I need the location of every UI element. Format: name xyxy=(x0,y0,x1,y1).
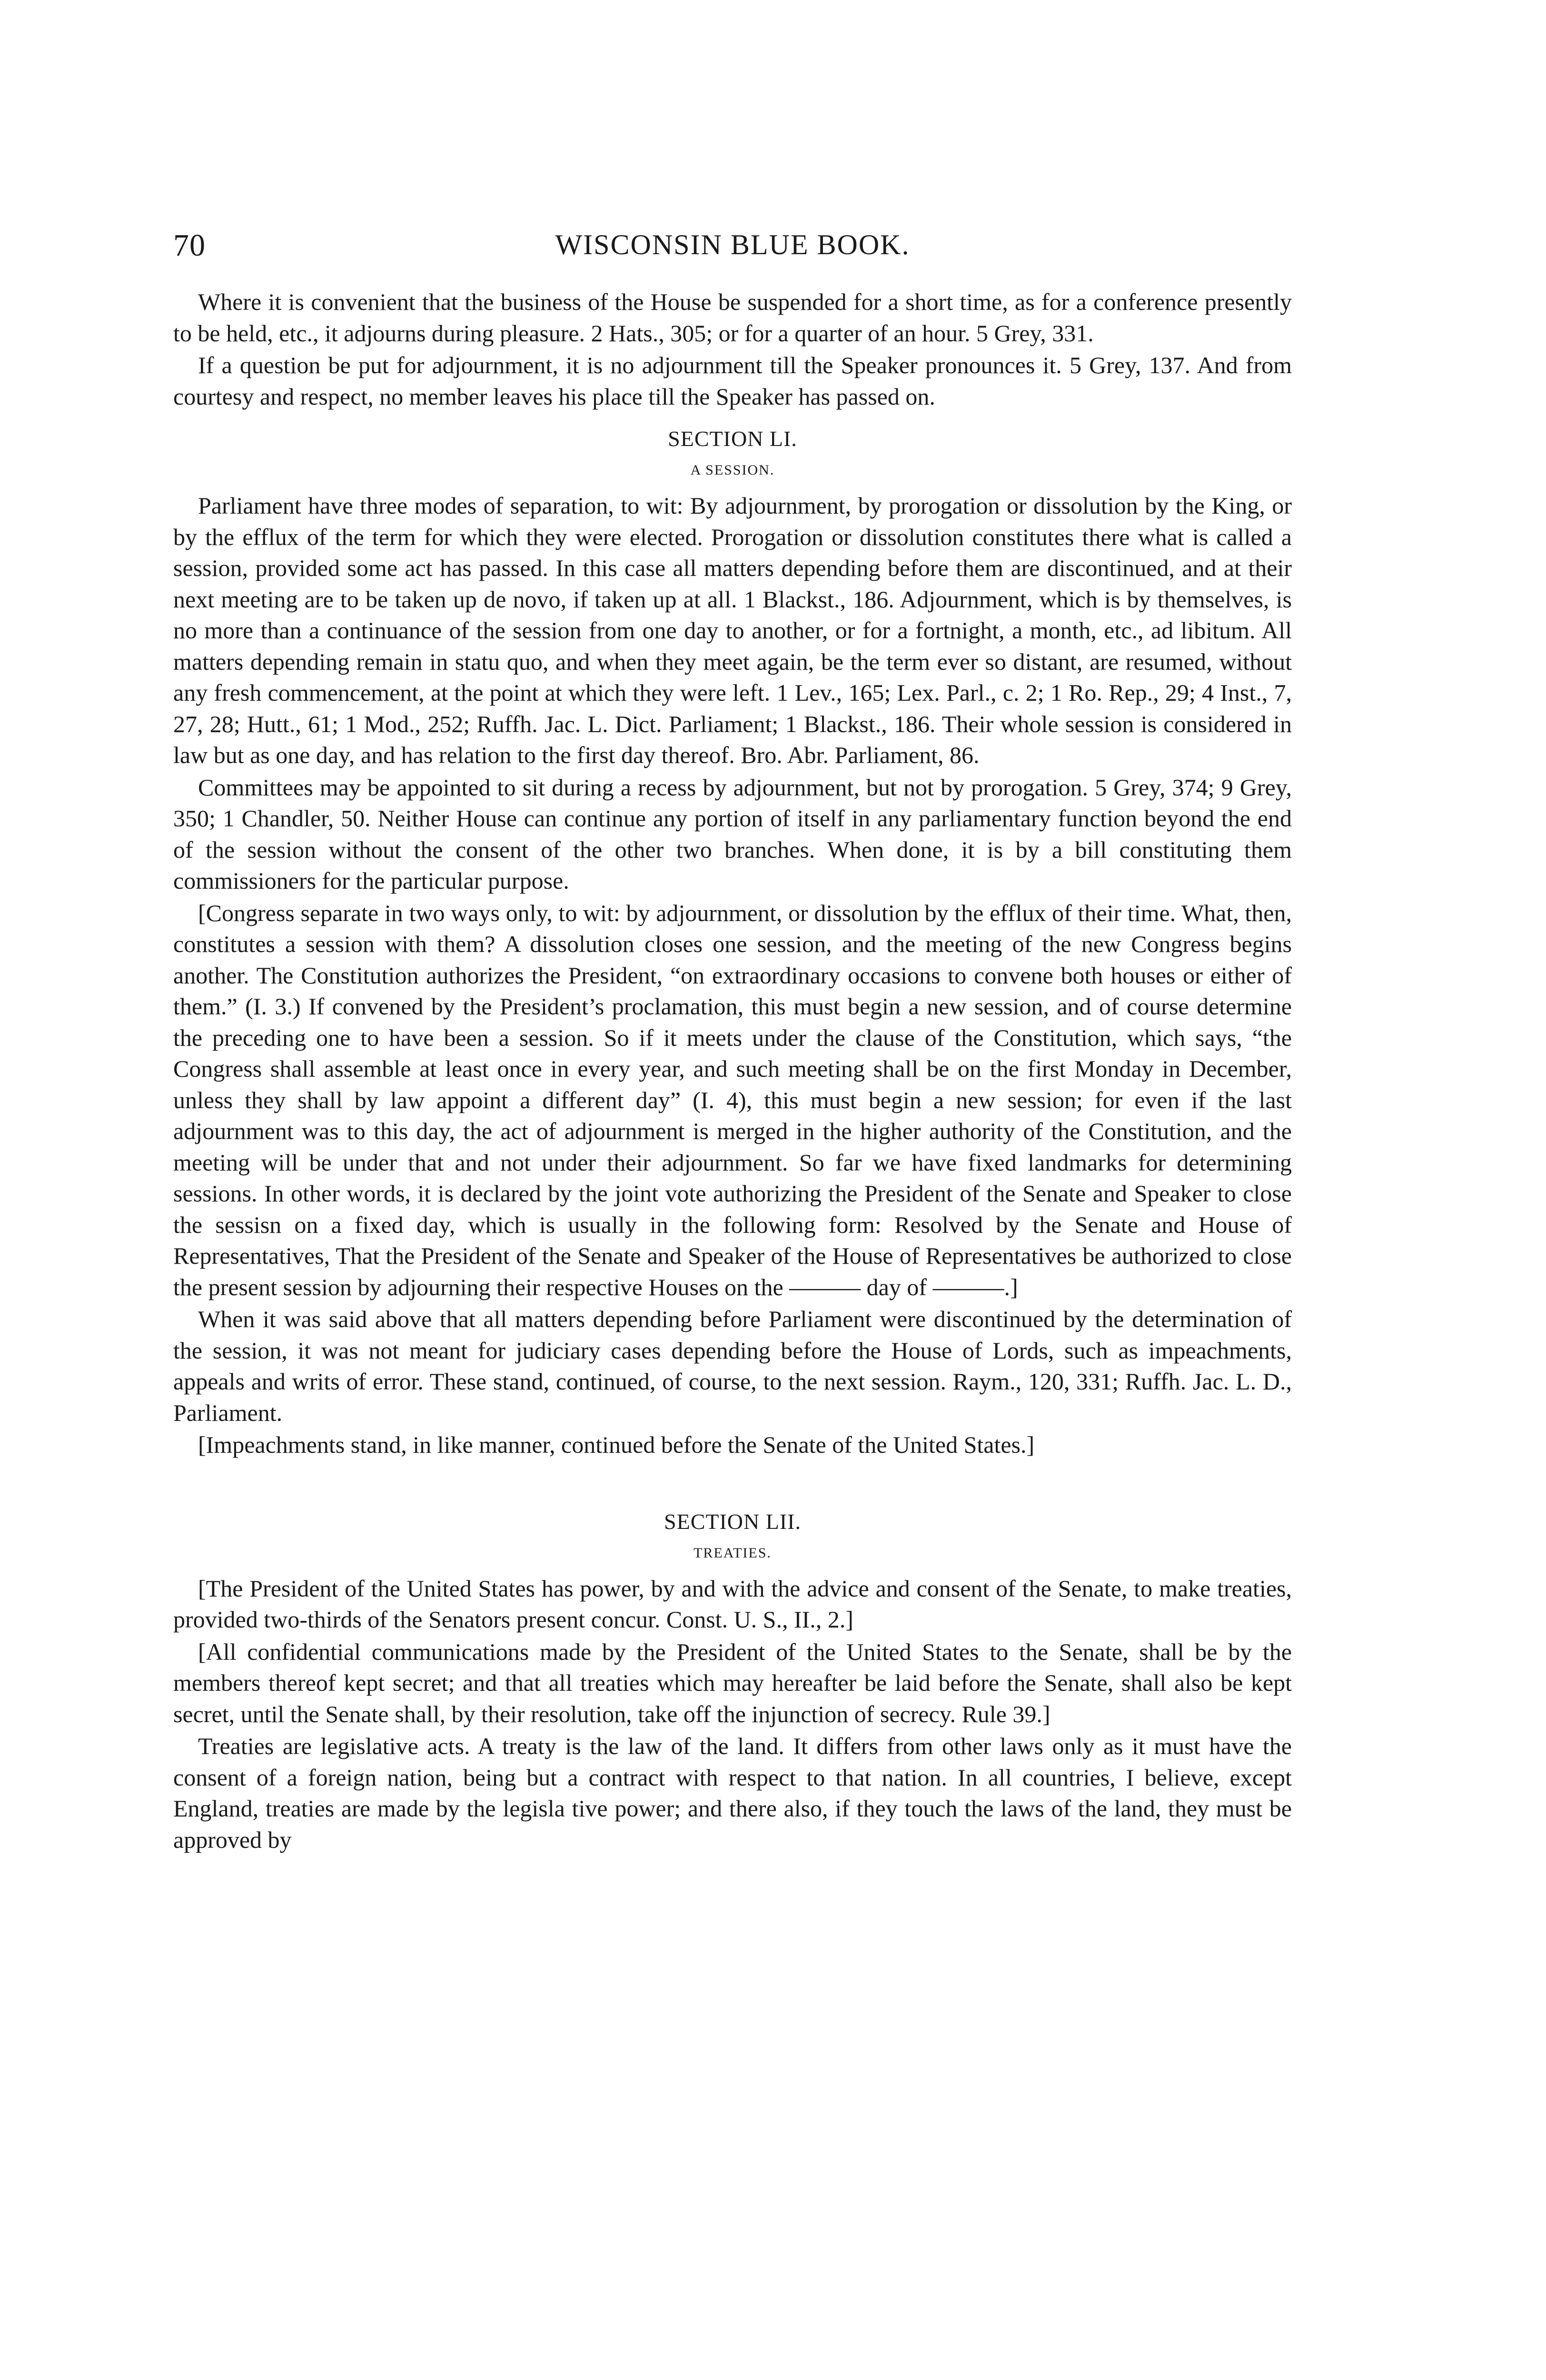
section-gap xyxy=(173,1462,1292,1495)
paragraph: When it was said above that all matters depending before Parliament were discontinued by the determination of the session, it was not meant for judiciary cases depending before the House of Lords, such as impeachments, appeals and writs of error. These stand, continued, of course, to the next session. Raym., 120, 331; Ruffh. Jac. L. D., Parliament. xyxy=(173,1306,1292,1426)
section-subheading: TREATIES. xyxy=(694,1545,772,1561)
paragraph: Parliament have three modes of separation, to wit: By adjournment, by prorogation or dissolution by the King, or by the efflux of the term for which they were elected. Prorogation or dissolution constitutes there what is called a session, provided some act has passed. In this case all matters depending before them are discontinued, and at their next meeting are to be taken up de novo, if taken up at all. 1 Blackst., 186. Adjournment, which is by themselves, is no more than a continuance of the session from one day to another, or for a fortnight, a month, etc., ad libitum. All matters depending remain in statu quo, and when they meet again, be the term ever so distant, are resumed, without any fresh commencement, at the point at which they were left. 1 Lev., 165; Lex. Parl., c. 2; 1 Ro. Rep., 29; 4 Inst., 7, 27, 28; Hutt., 61; 1 Mod., 252; Ruffh. Jac. L. Dict. Parliament; 1 Blackst., 186. Their whole session is considered in law but as one day, and has relation to the first day thereof. Bro. Abr. Parliament, 86. xyxy=(173,492,1292,768)
paragraph: If a question be put for adjournment, it is no adjournment till the Speaker pronounces it. 5 Grey, 137. And from courtesy and respect, no member leaves his place till the Speaker has passed on. xyxy=(173,352,1292,410)
section-heading: SECTION LII. xyxy=(664,1509,801,1534)
page-body xyxy=(173,287,1292,1855)
paragraph: [Impeachments stand, in like manner, continued before the Senate of the United States.] xyxy=(198,1431,1035,1458)
running-title: WISCONSIN BLUE BOOK. xyxy=(555,229,910,260)
page-number: 70 xyxy=(173,228,206,263)
paragraph: [Congress separate in two ways only, to wit: by adjournment, or dissolution by the efflux of their time. What, then, constitutes a session with them? A dissolution closes one session, and the meeting of the new Congress begins another. The Constitution authorizes the President, “on extraordinary occasions to convene both houses or either of them.” (I. 3.) If convened by the President’s proclamation, this must begin a new session, and of course determine the preceding one to have been a session. So if it meets under the clause of the Constitution, which says, “the Congress shall assemble at least once in every year, and such meeting shall be on the first Monday in December, unless they shall by law appoint a different day” (I. 4), this must begin a new session; for even if the last adjournment was to this day, the act of adjournment is merged in the higher authority of the Constitution, and the meeting will be under that and not under their adjournment. So far we have fixed landmarks for determining sessions. In other words, it is declared by the joint vote authorizing the President of the Senate and Speaker to close the sessisn on a fixed day, which is usually in the following form: Resolved by the Senate and House of Representatives, That the President of the Senate and Speaker of the House of Representatives be authorized to close the present session by adjourning their respective Houses on the ——— day of ———.] xyxy=(173,899,1292,1300)
paragraph: Treaties are legislative acts. A treaty is the law of the land. It differs from other laws only as it must have the consent of a foreign nation, being but a contract with respect to that nation. In all countries, I believe, except England, treaties are made by the legisla tive power; and there also, if they touch the laws of the land, they must be approved by xyxy=(173,1733,1292,1853)
book-page xyxy=(173,228,1292,1856)
page-header xyxy=(173,228,1292,280)
paragraph: [The President of the United States has power, by and with the advice and consent of the Senate, to make treaties, provided two-thirds of the Senators present concur. Const. U. S., II., 2.] xyxy=(173,1575,1292,1633)
paragraph: [All confidential communications made by the President of the United States to the Senate, shall be by the members thereof kept secret; and that all treaties which may hereafter be laid before the Senate, shall also be kept secret, until the Senate shall, by their resolution, take off the injunction of secrecy. Rule 39.] xyxy=(173,1638,1292,1727)
section-subheading: A SESSION. xyxy=(690,462,775,478)
section-heading: SECTION LI. xyxy=(668,426,797,451)
paragraph: Committees may be appointed to sit during a recess by adjournment, but not by prorogation. 5 Grey, 374; 9 Grey, 350; 1 Chandler, 50. Neither House can continue any portion of itself in any parliamentary function beyond the end of the session without the consent of the other two branches. When done, it is by a bill constituting them commissioners for the particular purpose. xyxy=(173,774,1292,894)
paragraph: Where it is convenient that the business of the House be suspended for a short time, as for a conference presently to be held, etc., it adjourns during pleasure. 2 Hats., 305; or for a quarter of an hour. 5 Grey, 331. xyxy=(173,288,1292,347)
